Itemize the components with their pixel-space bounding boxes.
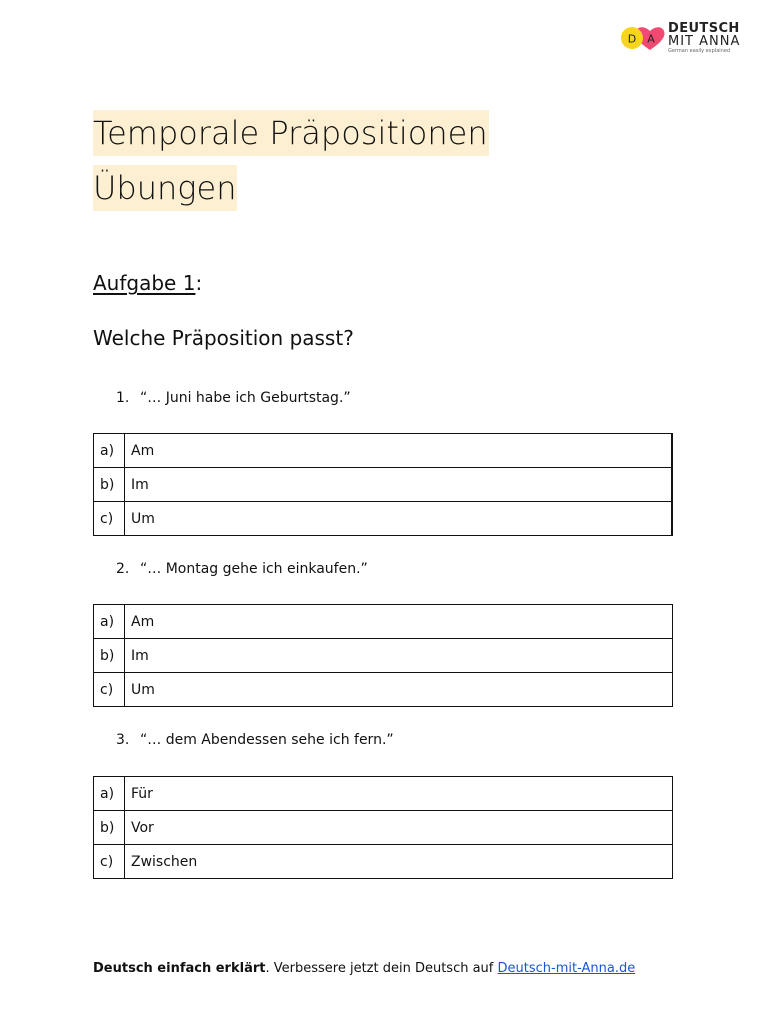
footer-slogan: Deutsch einfach erklärt [93,961,266,976]
option-value: Zwischen [125,845,673,879]
option-row-a [94,434,673,468]
logo-tagline: German easily explained [668,48,731,54]
options-table-2 [93,604,673,707]
title-line-1: Temporale Präpositionen [93,110,489,156]
logo-wordmark [668,22,750,55]
item-number: 1. [116,390,130,406]
item-text: “… dem Abendessen sehe ich fern.” [140,732,394,748]
task-label: Aufgabe 1 [93,271,196,295]
options-table-1 [93,433,673,536]
item-text: “… Juni habe ich Geburtstag.” [140,390,351,406]
item-prompt-1 [116,389,351,407]
title-line-2: Übungen [93,165,237,211]
option-label: b) [94,468,125,502]
option-label: b) [94,639,125,673]
option-row-b [94,468,673,502]
option-label: c) [94,502,125,536]
option-value: Am [125,434,673,468]
options-table-3 [93,776,673,879]
item-prompt-3 [116,731,394,749]
task-heading [93,270,202,296]
option-value: Um [125,502,673,536]
option-value: Im [125,639,673,673]
logo-line-2: MIT ANNA [668,34,741,49]
item-number: 3. [116,732,130,748]
deutsch-mit-anna-logo [620,22,750,58]
option-label: c) [94,845,125,879]
option-row-b [94,639,673,673]
item-prompt-2 [116,560,368,578]
option-value: Im [125,468,673,502]
option-label: a) [94,434,125,468]
option-row-b [94,811,673,845]
footer-website-link[interactable]: Deutsch-mit-Anna.de [497,961,636,976]
option-label: b) [94,811,125,845]
logo-letter-a: A [647,32,655,46]
option-row-c [94,673,673,707]
logo-line-1: DEUTSCH [668,21,740,36]
option-value: Am [125,605,673,639]
option-label: a) [94,605,125,639]
option-row-a [94,605,673,639]
logo-mark-icon [620,24,666,52]
page-footer [93,960,635,977]
option-value: Um [125,673,673,707]
option-value: Für [125,777,673,811]
task-colon: : [195,271,203,295]
option-label: a) [94,777,125,811]
question-heading: Welche Präposition passt? [93,326,354,350]
option-row-c [94,845,673,879]
option-value: Vor [125,811,673,845]
logo-letter-d: D [627,32,637,46]
footer-text: . Verbessere jetzt dein Deutsch auf [265,961,498,976]
item-text: “… Montag gehe ich einkaufen.” [140,561,368,577]
item-number: 2. [116,561,130,577]
option-row-a [94,777,673,811]
option-label: c) [94,673,125,707]
option-row-c [94,502,673,536]
